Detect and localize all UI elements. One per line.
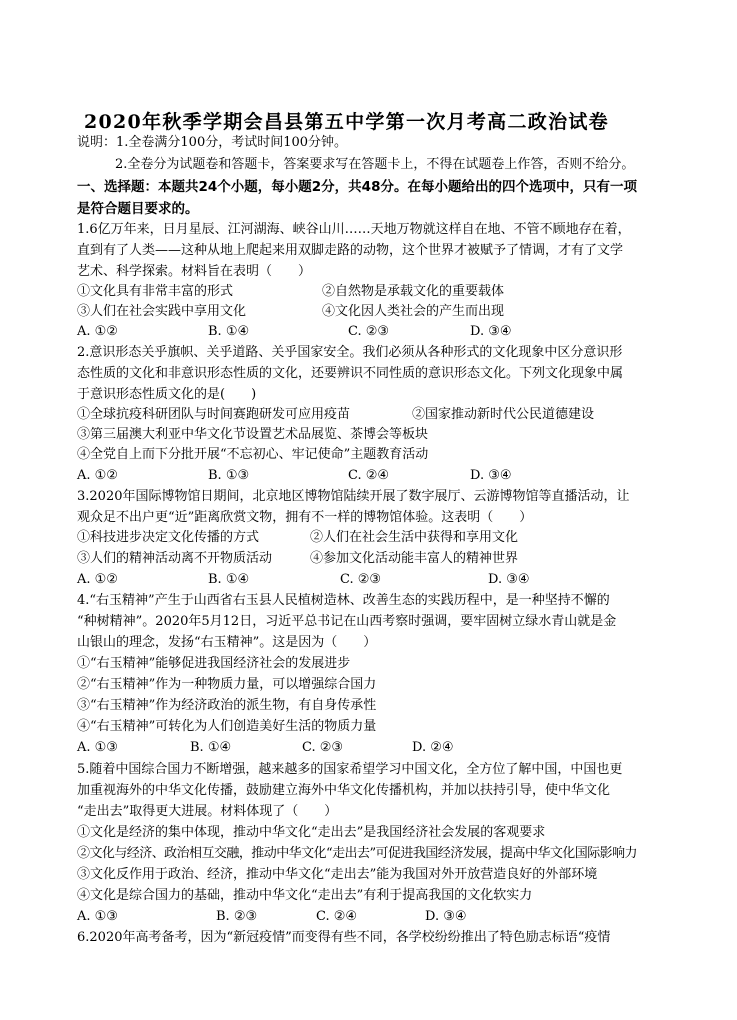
note-2: 2.全卷分为试题卷和答题卡，答案要求写在答题卡上，不得在试题卷上作答，否则不给分。 — [115, 157, 635, 172]
q1-stem-2: 直到有了人类——这种从地上爬起来用双脚走路的动物，这个世界才被赋予了情调，才有了文学 — [77, 243, 624, 258]
q2-item-2: ②国家推动新时代公民道德建设 — [412, 407, 595, 422]
q5-item-1: ①文化是经济的集中体现，推动中华文化“走出去”是我国经济社会发展的客观要求 — [77, 825, 546, 840]
q5-choice-b: B. ②③ — [216, 909, 258, 924]
q5-item-3: ③文化反作用于政治、经济，推动中华文化“走出去”能为我国对外开放营造良好的外部环境 — [77, 867, 598, 882]
q5-choice-d: D. ③④ — [425, 909, 467, 924]
q4-stem-1: 4.“右玉精神”产生于山西省右玉县人民植树造林、改善生态的实践历程中，是一种坚持不懈的 — [77, 593, 610, 608]
q4-item-2: ②“右玉精神”作为一种物质力量，可以增强综合国力 — [77, 677, 377, 692]
q1-choice-d: D. ③④ — [470, 324, 512, 339]
q4-stem-2: “种树精神”。2020年5月12日，习近平总书记在山西考察时强调，要牢固树立绿水青山就是金 — [77, 614, 617, 629]
q2-stem-3: 于意识形态性质文化的是( ) — [77, 387, 257, 402]
q4-choice-c: C. ②③ — [302, 740, 344, 755]
q1-choice-c: C. ②③ — [348, 324, 390, 339]
q3-stem-2: 观众足不出户更“近”距离欣赏文物，拥有不一样的博物馆体验。这表明（ ） — [77, 510, 533, 525]
q2-choice-b: B. ①③ — [208, 468, 250, 483]
section-heading-2: 是符合题目要求的。 — [77, 201, 199, 217]
q5-stem-1: 5.随着中国综合国力不断增强，越来越多的国家希望学习中国文化，全方位了解中国，中国也更 — [77, 762, 623, 777]
q2-stem-2: 态性质的文化和非意识形态性质的文化，还要辨识不同性质的意识形态文化。下列文化现象中属 — [77, 366, 624, 381]
q4-item-4: ④“右玉精神”可转化为人们创造美好生活的物质力量 — [77, 719, 377, 734]
q4-choice-a: A. ①③ — [77, 740, 118, 755]
q5-stem-2: 加重视海外的中华文化传播，鼓励建立海外中华文化传播机构，并加以扶持引导，使中华文化 — [77, 783, 611, 798]
note-1: 说明：1.全卷满分100分，考试时间100分钟。 — [77, 135, 348, 150]
q1-item-2: ②自然物是承载文化的重要载体 — [322, 284, 505, 299]
q4-item-1: ①“右玉精神”能够促进我国经济社会的发展进步 — [77, 656, 351, 671]
q5-item-2: ②文化与经济、政治相互交融，推动中华文化“走出去”可促进我国经济发展，提高中华文化国际影响力 — [77, 846, 637, 861]
q2-item-3: ③第三届澳大利亚中华文化节设置艺术品展览、茶博会等板块 — [77, 427, 429, 442]
q3-choice-a: A. ①② — [77, 572, 118, 587]
q3-item-3: ③人们的精神活动离不开物质活动 — [77, 551, 273, 566]
q1-stem-1: 1.6亿万年来，日月星辰、江河湖海、峡谷山川……天地万物就这样自在地、不管不顾地存在着， — [77, 222, 631, 237]
q3-item-1: ①科技进步决定文化传播的方式 — [77, 530, 260, 545]
q3-item-2: ②人们在社会生活中获得和享用文化 — [310, 530, 519, 545]
q2-choice-a: A. ①② — [77, 468, 118, 483]
q4-choice-d: D. ②④ — [412, 740, 454, 755]
q3-item-4: ④参加文化活动能丰富人的精神世界 — [310, 551, 519, 566]
q3-stem-1: 3.2020年国际博物馆日期间，北京地区博物馆陆续开展了数字展厅、云游博物馆等直播活动，让 — [77, 489, 630, 504]
q1-choice-b: B. ①④ — [208, 324, 250, 339]
q6-stem-1: 6.2020年高考备考，因为“新冠疫情”而变得有些不同，各学校纷纷推出了特色励志标语“疫情 — [77, 930, 611, 945]
q1-item-3: ③人们在社会实践中享用文化 — [77, 304, 247, 319]
q2-stem-1: 2.意识形态关乎旗帜、关乎道路、关乎国家安全。我们必须从各种形式的文化现象中区分意识形 — [77, 345, 623, 360]
exam-title: 2020年秋季学期会昌县第五中学第一次月考高二政治试卷 — [84, 111, 609, 133]
q1-choice-a: A. ①② — [77, 324, 118, 339]
q5-choice-c: C. ②④ — [316, 909, 358, 924]
q2-choice-d: D. ③④ — [470, 468, 512, 483]
q2-item-1: ①全球抗疫科研团队与时间赛跑研发可应用疫苗 — [77, 407, 351, 422]
q3-choice-c: C. ②③ — [340, 572, 382, 587]
q5-choice-a: A. ①③ — [77, 909, 118, 924]
q4-stem-3: 山银山的理念，发扬“右玉精神”。这是因为（ ） — [77, 635, 377, 650]
q2-choice-c: C. ②④ — [348, 468, 390, 483]
q2-item-4: ④全党自上而下分批开展“不忘初心、牢记使命”主题教育活动 — [77, 447, 429, 462]
section-heading-1: 一、选择题：本题共24个小题，每小题2分，共48分。在每小题给出的四个选项中，只有一项 — [77, 179, 637, 195]
q1-item-4: ④文化因人类社会的产生而出现 — [322, 304, 505, 319]
q3-choice-b: B. ①④ — [208, 572, 250, 587]
q3-choice-d: D. ③④ — [488, 572, 530, 587]
q5-stem-3: “走出去”取得更大进展。材料体现了（ ） — [77, 804, 338, 819]
q4-choice-b: B. ①④ — [190, 740, 232, 755]
q4-item-3: ③“右玉精神”作为经济政治的派生物，有自身传承性 — [77, 698, 377, 713]
q1-stem-3: 艺术、科学探索。材料旨在表明（ ） — [77, 264, 312, 279]
q1-item-1: ①文化具有非常丰富的形式 — [77, 284, 234, 299]
q5-item-4: ④文化是综合国力的基础，推动中华文化“走出去”有利于提高我国的文化软实力 — [77, 888, 533, 903]
